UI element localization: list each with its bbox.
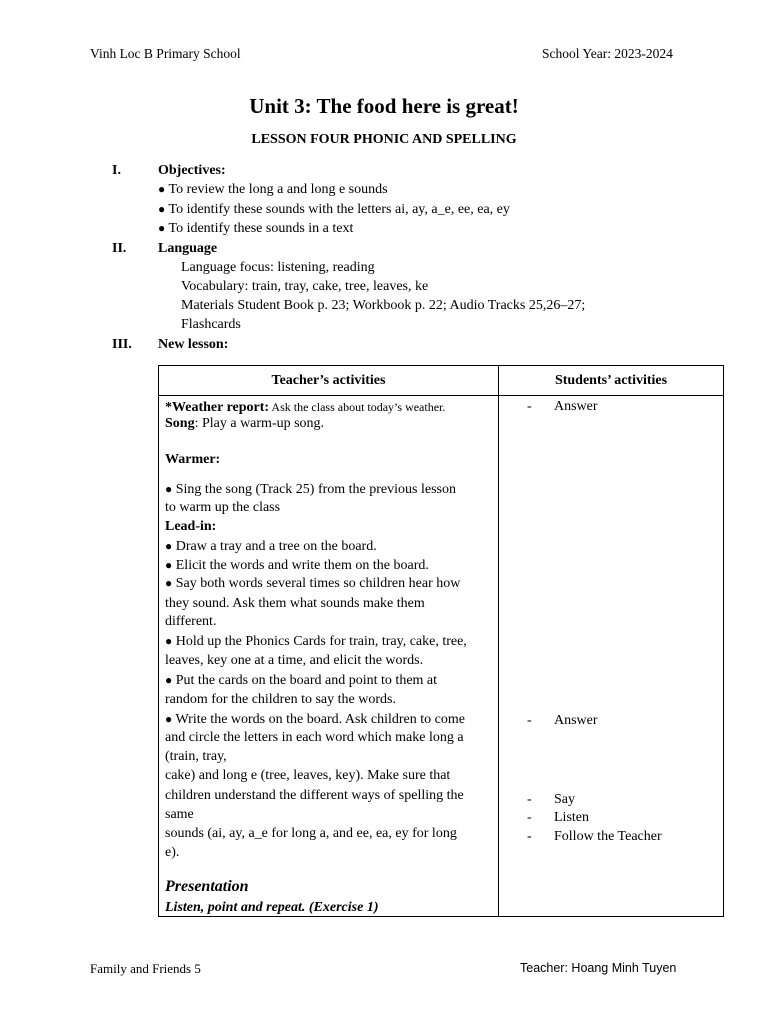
school-name: Vinh Loc B Primary School [90, 46, 241, 61]
lead-in-line: same [165, 807, 194, 822]
teacher-activities-header: Teacher’s activities [159, 366, 499, 396]
lead-in-line: e). [165, 845, 180, 860]
weather-report-line: *Weather report: Ask the class about today’s weather. [165, 400, 446, 415]
lead-in-line: ● Draw a tray and a tree on the board. [165, 537, 377, 556]
lead-in-line: ● Write the words on the board. Ask children to come [165, 710, 465, 729]
section-number-2: II. [112, 241, 127, 256]
lead-in-line: random for the children to say the words. [165, 692, 396, 707]
teacher-activities-cell [159, 396, 499, 917]
lead-in-line: cake) and long e (tree, leaves, key). Make sure that [165, 768, 451, 783]
objective-item: ● To identify these sounds in a text [158, 221, 353, 237]
lead-in-line: children understand the different ways of spelling the [165, 788, 464, 803]
student-activity-item: - Follow the Teacher [527, 829, 662, 844]
activities-table [158, 365, 724, 917]
section-number-3: III. [112, 337, 132, 352]
song-line: Song: Play a warm-up song. [165, 416, 325, 431]
warmer-line: ● Sing the song (Track 25) from the previous lesson [165, 480, 456, 499]
lead-in-line: and circle the letters in each word which make long a [165, 730, 464, 745]
warmer-heading: Warmer: [165, 452, 221, 467]
student-activity-item: - Listen [527, 810, 589, 825]
student-activities-header: Students’ activities [499, 366, 724, 396]
school-year: School Year: 2023-2024 [542, 46, 673, 61]
lead-in-line: sounds (ai, ay, a_e for long a, and ee, ea, ey for long [165, 826, 457, 841]
lead-in-heading: Lead-in: [165, 519, 217, 534]
language-line: Vocabulary: train, tray, cake, tree, leaves, ke [181, 279, 429, 294]
presentation-heading: Presentation [165, 878, 249, 895]
lead-in-line: leaves, key one at a time, and elicit the words. [165, 653, 424, 668]
objective-item: ● To review the long a and long e sounds [158, 182, 388, 198]
lead-in-line: they sound. Ask them what sounds make them [165, 596, 425, 611]
language-heading: Language [158, 241, 218, 256]
exercise-heading: Listen, point and repeat. (Exercise 1) [165, 900, 379, 915]
language-line: Language focus: listening, reading [181, 260, 375, 275]
warmer-line: to warm up the class [165, 500, 281, 515]
student-activity-item: - Say [527, 792, 575, 807]
footer-teacher: Teacher: Hoang Minh Tuyen [520, 961, 677, 975]
lead-in-line: different. [165, 614, 217, 629]
language-line: Flashcards [181, 317, 241, 332]
lesson-subtitle: LESSON FOUR PHONIC AND SPELLING [251, 132, 517, 147]
section-number-1: I. [112, 163, 121, 178]
lead-in-line: ● Put the cards on the board and point to them at [165, 671, 437, 690]
new-lesson-heading: New lesson: [158, 337, 229, 352]
objectives-heading: Objectives: [158, 163, 226, 178]
student-activity-item: - Answer [527, 713, 598, 728]
footer-book: Family and Friends 5 [90, 961, 201, 976]
lead-in-line: ● Elicit the words and write them on the board. [165, 556, 429, 575]
lead-in-line: ● Say both words several times so children hear how [165, 574, 460, 593]
language-line: Materials Student Book p. 23; Workbook p. 22; Audio Tracks 25,26–27; [181, 298, 586, 313]
page-title: Unit 3: The food here is great! [249, 94, 519, 118]
student-activities-cell [499, 396, 724, 917]
student-activity-item: - Answer [527, 399, 598, 414]
lead-in-line: (train, tray, [165, 749, 227, 764]
objective-item: ● To identify these sounds with the letters ai, ay, a_e, ee, ea, ey [158, 202, 510, 218]
lead-in-line: ● Hold up the Phonics Cards for train, tray, cake, tree, [165, 632, 467, 651]
